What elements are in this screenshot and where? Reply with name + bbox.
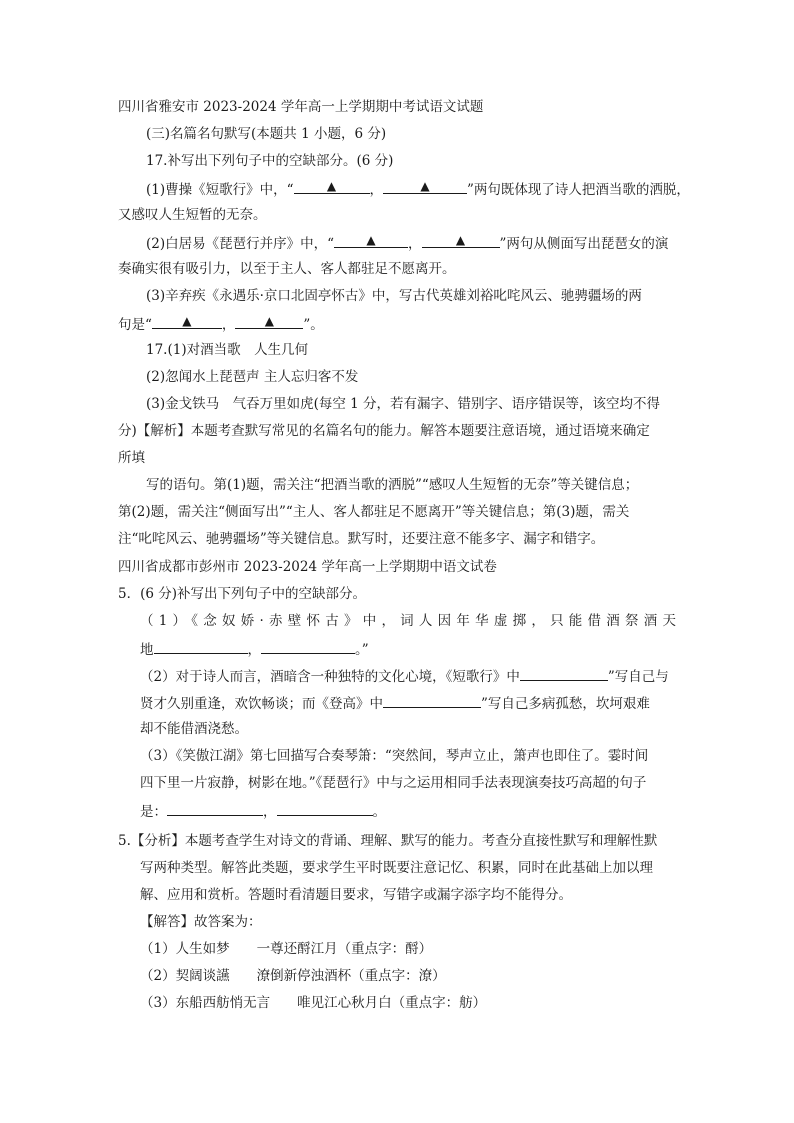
doc2-q2-blank-1 <box>520 666 608 681</box>
doc2-q3-mid: ， <box>263 804 277 820</box>
doc1-q1-post: ”两句既体现了诗人把酒当歌的洒脱， <box>467 182 690 198</box>
doc1-header: 四川省雅安市 2023-2024 学年高一上学期期中考试语文试题 <box>118 99 484 115</box>
doc1-q3-post: ”。 <box>303 317 324 333</box>
doc1-q3-blank-2 <box>235 314 303 329</box>
doc2-analysis-line2: 写两种类型。解答此类题，要求学生平时既要注意记忆、积累，同时在此基础上加以理 <box>140 860 653 876</box>
doc2-q2-line2-post: ”写自己多病孤愁，坎坷艰难 <box>481 696 650 712</box>
doc1-q3-mid: ， <box>221 317 236 333</box>
doc1-section-title: (三)名篇名句默写(本题共 1 小题，6 分) <box>146 126 387 142</box>
triangle-icon: ▲ <box>455 233 466 247</box>
doc1-q2-line2: 奏确实很有吸引力，以至于主人、客人都驻足不愿离开。 <box>118 261 456 277</box>
doc2-q1-pre: 地 <box>140 642 154 658</box>
doc2-q3-blank-1 <box>167 801 263 816</box>
doc1-q2-mid: ， <box>408 236 422 252</box>
doc2-q3-line1: （3）《笑傲江湖》第七回描写合奏琴箫：“突然间，琴声立止，箫声也即住了。霎时间 <box>140 748 649 764</box>
doc1-answer-3-line1: (3)金戈铁马 气吞万里如虎(每空 1 分，若有漏字、错别字、语序错误等，该空均不得 <box>146 396 661 412</box>
doc2-q1-blank-1 <box>154 639 248 654</box>
doc2-answer-3: （3）东船西舫悄无言 唯见江心秋月白（重点字：舫） <box>140 995 487 1011</box>
doc1-q2-line1 <box>146 233 668 253</box>
doc2-q3-blank-2 <box>277 801 373 816</box>
triangle-icon: ▲ <box>366 233 376 247</box>
doc2-q2-line3: 却不能借酒浇愁。 <box>140 721 248 737</box>
doc2-q2-line2 <box>140 693 650 713</box>
doc2-q3-line2: 四下里一片寂静，树影在地。”《琵琶行》中与之运用相同手法表现演奏技巧高超的句子 <box>140 775 647 791</box>
triangle-icon: ▲ <box>420 179 430 193</box>
doc1-q3-pre: 句是“ <box>118 317 152 333</box>
doc2-q1-line1: （1）《念奴娇·赤壁怀古》中，词人因年华虚掷，只能借酒祭酒天 <box>140 613 676 629</box>
doc1-q3-blank-1 <box>152 314 222 329</box>
doc1-q1-line2: 又感叹人生短暂的无奈。 <box>118 207 267 223</box>
doc1-answer-3-line2: 分)【解析】本题考查默写常见的名篇名句的能力。解答本题要注意语境，通过语境来确定 <box>118 423 650 439</box>
doc1-q3-line2 <box>118 314 324 334</box>
doc1-q2-blank-2 <box>422 233 500 248</box>
triangle-icon: ▲ <box>264 314 275 328</box>
doc2-answer-heading: 【解答】故答案为： <box>140 914 262 930</box>
doc1-q1-pre: (1)曹操《短歌行》中，“ <box>146 182 294 198</box>
doc2-analysis-line1: 5.【分析】本题考查学生对诗文的背诵、理解、默写的能力。考查分直接性默写和理解性默 <box>118 833 658 849</box>
doc1-question-stem: 17.补写出下列句子中的空缺部分。(6 分) <box>146 153 394 169</box>
doc2-q1-post: 。” <box>355 642 369 658</box>
doc2-question-stem: 5．(6 分)补写出下列句子中的空缺部分。 <box>118 586 367 602</box>
doc1-q2-blank-1 <box>334 233 408 248</box>
triangle-icon: ▲ <box>326 179 337 193</box>
doc2-q2-line1-post: ”写自己与 <box>607 669 669 685</box>
doc1-q1-blank-2 <box>383 179 467 194</box>
doc2-q3-post: 。 <box>372 804 386 820</box>
doc2-q2-blank-2 <box>383 693 481 708</box>
doc2-q1-mid: ， <box>247 642 261 658</box>
doc1-analysis-line2: 第(2)题，需关注“侧面写出”“主人、客人都驻足不愿离开”等关键信息；第(3)题，需关 <box>118 504 630 520</box>
doc2-q2-line1 <box>140 666 669 686</box>
doc2-q2-line2-pre: 贤才久别重逢，欢饮畅谈；而《登高》中 <box>140 696 383 712</box>
doc1-answer-1: 17.(1)对酒当歌 人生几何 <box>146 342 309 358</box>
doc1-q1-line1 <box>146 179 690 199</box>
doc2-q2-line1-pre: （2）对于诗人而言，酒暗含一种独特的文化心境，《短歌行》中 <box>140 669 520 685</box>
doc2-q3-line3 <box>140 801 386 821</box>
doc2-analysis-line3: 解、应用和赏析。答题时看清题目要求，写错字或漏字添字均不能得分。 <box>140 887 572 903</box>
doc1-q2-pre: (2)白居易《琵琶行并序》中，“ <box>146 236 335 252</box>
doc2-q1-line2 <box>140 639 369 659</box>
doc2-answer-1: （1）人生如梦 一尊还酹江月（重点字：酹） <box>140 941 433 957</box>
doc1-q1-mid: ， <box>369 182 384 198</box>
doc1-q3-line1: (3)辛弃疾《永遇乐·京口北固亭怀古》中，写古代英雄刘裕叱咤风云、驰骋疆场的两 <box>146 288 642 304</box>
triangle-icon: ▲ <box>182 314 192 328</box>
doc2-answer-2: （2）契阔谈讌 潦倒新停浊酒杯（重点字：潦） <box>140 968 446 984</box>
doc2-q1-blank-2 <box>261 639 355 654</box>
doc1-q2-post: ”两句从侧面写出琵琶女的演 <box>499 236 669 252</box>
doc2-header: 四川省成都市彭州市 2023-2024 学年高一上学期期中语文试卷 <box>118 559 497 575</box>
doc2-q3-pre: 是： <box>140 804 167 820</box>
doc1-analysis-line1: 写的语句。第(1)题，需关注“把酒当歌的洒脱”“感叹人生短暂的无奈”等关键信息； <box>146 477 639 493</box>
doc1-q1-blank-1 <box>294 179 370 194</box>
doc1-answer-2: (2)忽闻水上琵琶声 主人忘归客不发 <box>146 369 359 385</box>
doc1-answer-3-line3: 所填 <box>118 450 145 466</box>
doc1-analysis-line3: 注“叱咤风云、驰骋疆场”等关键信息。默写时，还要注意不能多字、漏字和错字。 <box>118 531 605 547</box>
